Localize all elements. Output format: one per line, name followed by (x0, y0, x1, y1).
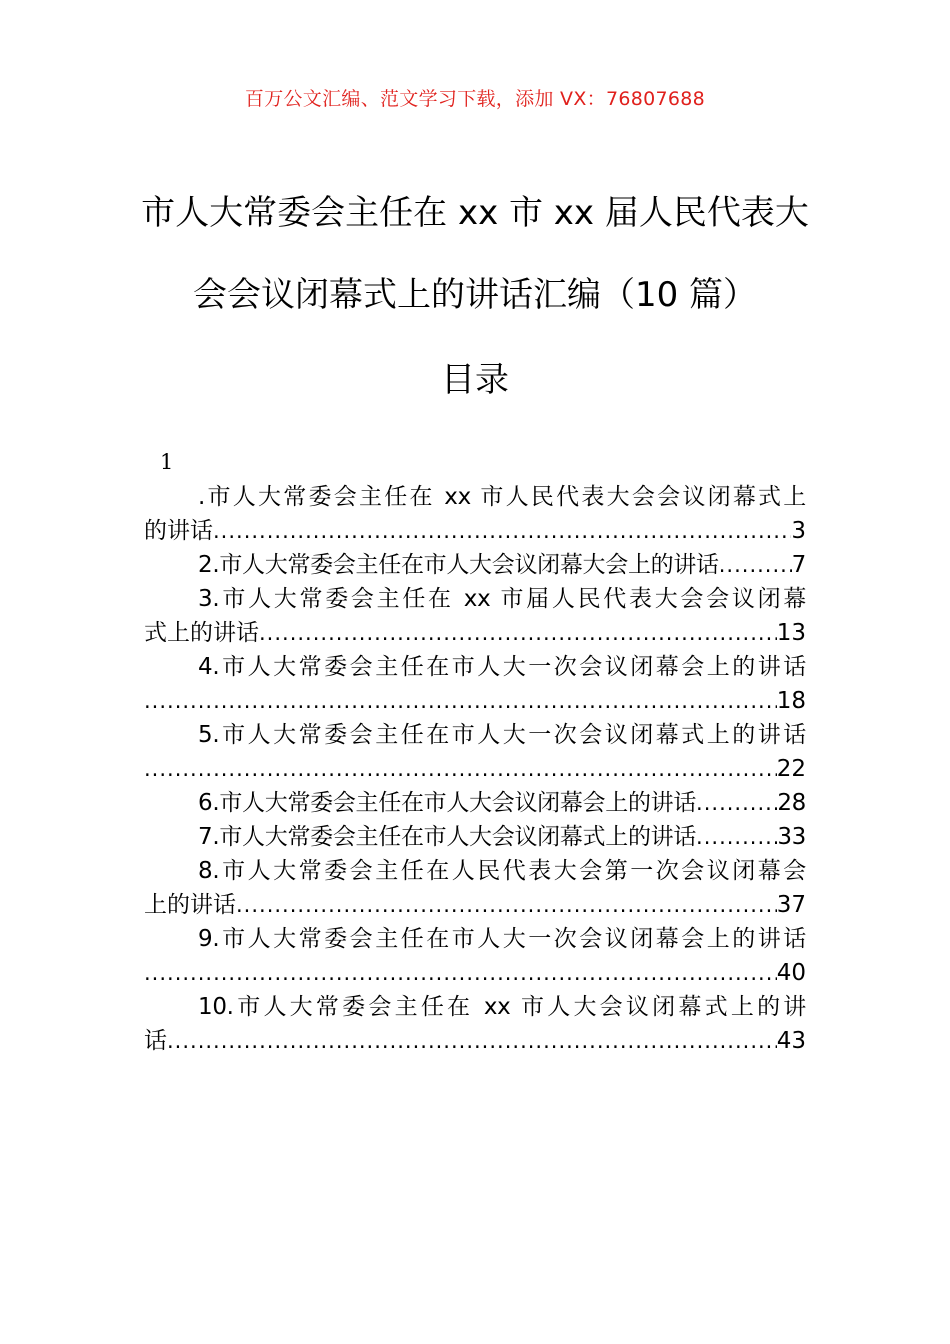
title-line-2: 会会议闭幕式上的讲话汇编（10 篇） (192, 275, 758, 315)
toc-page-number: 18 (776, 688, 806, 714)
toc-entry-title: 3.市人大常委会主任在 xx 市届人民代表大会会议闭幕 (198, 586, 806, 612)
title-line-1: 市人大常委会主任在 xx 市 xx 届人民代表大 (141, 193, 809, 233)
toc-entry-title: 8.市人大常委会主任在人民代表大会第一次会议闭幕会 (198, 858, 806, 884)
toc-entry-title: 5.市人大常委会主任在市人大一次会议闭幕式上的讲话 (198, 722, 806, 748)
toc-entry-title-cont: 话 (144, 1028, 167, 1054)
toc-entry-6[interactable] (144, 786, 806, 820)
toc-leader-dots (696, 820, 777, 854)
toc-page-number: 13 (776, 620, 806, 646)
toc-leader-dots (719, 548, 792, 582)
header-note: 百万公文汇编、范文学习下载，添加 VX：76807688 (244, 88, 706, 110)
toc-entry-5[interactable] (144, 718, 806, 786)
toc-entry-title: 7.市人大常委会主任在市人大会议闭幕式上的讲话 (198, 824, 697, 850)
toc-leader-dots (144, 684, 777, 718)
toc-entry-9[interactable] (144, 922, 806, 990)
toc-entry-8[interactable] (144, 854, 806, 922)
toc-page-number: 7 (791, 552, 806, 578)
toc-page-number: 43 (776, 1028, 806, 1054)
toc-leader-dots (144, 752, 777, 786)
toc-leader-dots (236, 888, 777, 922)
toc-entry-title: .市人大常委会主任在 xx 市人民代表大会会议闭幕式上 (198, 484, 806, 510)
toc-entry-title-cont: 式上的讲话 (144, 620, 259, 646)
toc-leader-dots (213, 514, 791, 548)
toc-entry-title: 4.市人大常委会主任在市人大一次会议闭幕会上的讲话 (198, 654, 806, 680)
toc-page-number: 22 (776, 756, 806, 782)
document-title (0, 172, 950, 336)
toc-page-number: 37 (776, 892, 806, 918)
toc-entry-title-cont: 的讲话 (144, 518, 213, 544)
toc-entry-title: 9.市人大常委会主任在市人大一次会议闭幕会上的讲话 (198, 926, 806, 952)
toc-page-number: 40 (776, 960, 806, 986)
toc-page-number: 3 (791, 518, 806, 544)
toc-leader-dots (696, 786, 777, 820)
table-of-contents (144, 480, 806, 1058)
toc-entry-10[interactable] (144, 990, 806, 1058)
toc-entry-title-cont: 上的讲话 (144, 892, 236, 918)
toc-entry-1[interactable] (144, 480, 806, 548)
toc-leader-dots (144, 956, 777, 990)
toc-entry-4[interactable] (144, 650, 806, 718)
toc-heading: 目录 (441, 360, 509, 400)
toc-page-number: 33 (777, 824, 806, 850)
toc-marker: 1 (160, 450, 174, 474)
toc-entry-7[interactable] (144, 820, 806, 854)
toc-entry-title: 6.市人大常委会主任在市人大会议闭幕会上的讲话 (198, 790, 697, 816)
toc-entry-3[interactable] (144, 582, 806, 650)
toc-leader-dots (259, 616, 777, 650)
toc-page-number: 28 (777, 790, 806, 816)
toc-entry-title: 10.市人大常委会主任在 xx 市人大会议闭幕式上的讲 (198, 994, 806, 1020)
toc-entry-title: 2.市人大常委会主任在市人大会议闭幕大会上的讲话 (198, 552, 719, 578)
toc-entry-2[interactable] (144, 548, 806, 582)
toc-leader-dots (167, 1024, 777, 1058)
